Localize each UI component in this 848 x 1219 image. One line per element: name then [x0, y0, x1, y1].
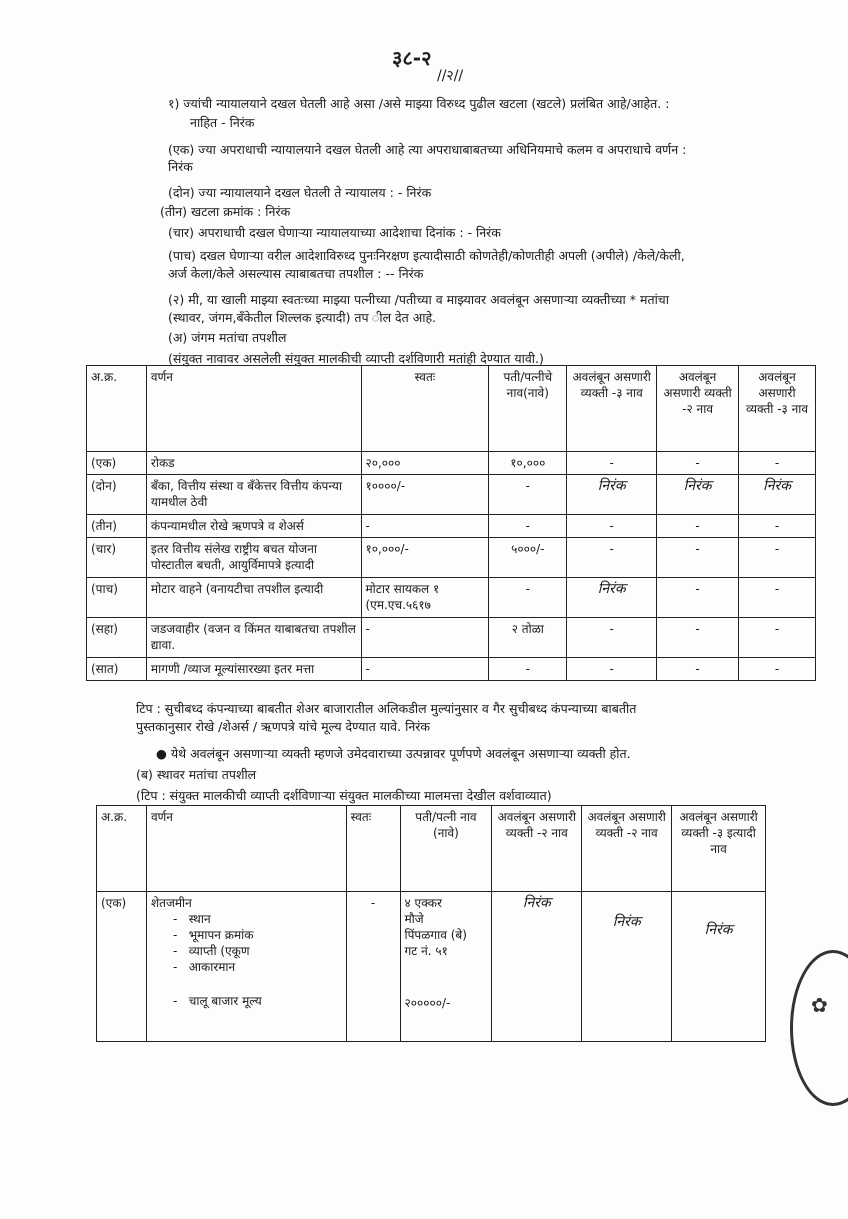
row-self: - — [346, 892, 400, 1042]
row-dep1-handwritten: निरंक — [567, 475, 657, 515]
row-dep1-handwritten: निरंक — [567, 578, 657, 618]
row-description: जडजवाहीर (वजन व किंमत याबाबतचा तपशील द्यावा. — [146, 618, 361, 658]
intro-line-1: १) ज्यांची न्यायालयाने दखल घेतली आहे असा /असे माझ्या विरुध्द पुढील खटला (खटले) प्रलंबित आहे/आहेत. : — [168, 96, 670, 111]
row-dep2: - — [657, 578, 739, 618]
intro-line-7: (चार) अपराधाची दखल घेणाऱ्या न्यायालयाच्या आदेशाचा दिनांक : - निरंक — [168, 225, 501, 240]
section-b-note: (टिप : संयुक्त मालकीची व्याप्ती दर्शविणाऱ्या संयुक्त मालकीच्या मालमत्ता देखील वर्शवाव्यात) — [136, 788, 552, 803]
handwritten-page-number: ३८-२ — [392, 46, 432, 70]
page-number: //२// — [437, 68, 464, 84]
table-header-row — [87, 366, 816, 452]
spouse-land-area: ४ एक्कर — [404, 896, 442, 910]
row-dep3: - — [739, 578, 816, 618]
row-dep2-handwritten: निरंक — [582, 892, 672, 1042]
intro-line-3: (एक) ज्या अपराधाची न्यायालयाने दखल घेतली आहे त्या अपराधाबाबतच्या अधिनियमाचे कलम व अपराधाचे वर्णन : — [168, 142, 687, 157]
table-row — [87, 658, 816, 681]
row-description: मोटार वाहने (वनायटीचा तपशील इत्यादी — [146, 578, 361, 618]
header-spouse: पती/पत्नी नाव (नावे) — [400, 806, 492, 892]
spouse-land-survey: गट नं. ५१ — [404, 944, 448, 958]
agri-land-item: - आकारमान — [172, 960, 236, 974]
row-description: रोकड — [146, 452, 361, 475]
intro-line-11: (स्थावर, जंगम,बँकेतील शिल्लक इत्यादी) तप ील देत आहे. — [168, 310, 437, 325]
row-dep3: - — [739, 618, 816, 658]
row-self: - — [361, 658, 489, 681]
table-header-row — [97, 806, 766, 892]
row-dep2: - — [657, 515, 739, 538]
header-dependent-3: अवलंबून असणारी व्यक्ती -३ इत्यादी नाव — [672, 806, 766, 892]
row-self: - — [361, 515, 489, 538]
note-line-2: पुस्तकानुसार रोखे /शेअर्स / ऋणपत्रे यांचे मूल्य देण्यात यावे. निरंक — [136, 719, 430, 734]
header-self: स्वतः — [361, 366, 489, 452]
row-dep1: - — [567, 515, 657, 538]
header-spouse: पती/पत्नीचे नाव(नावे) — [489, 366, 567, 452]
row-no: (एक) — [97, 892, 147, 1042]
row-no: (एक) — [87, 452, 147, 475]
row-dep2: - — [657, 658, 739, 681]
header-dependent-1: अवलंबून असणारी व्यक्ती -३ नाव — [567, 366, 657, 452]
row-dep1: - — [567, 618, 657, 658]
row-dep3: - — [739, 538, 816, 578]
immovable-assets-table — [96, 805, 766, 1042]
intro-line-6: (तीन) खटला क्रमांक : निरंक — [160, 204, 291, 219]
table-row — [87, 515, 816, 538]
row-dep3: - — [739, 658, 816, 681]
row-self: २०,००० — [361, 452, 489, 475]
header-sr-no: अ.क्र. — [97, 806, 147, 892]
row-dep2: - — [657, 452, 739, 475]
intro-line-5: (दोन) ज्या न्यायालयाने दखल घेतली ते न्यायालय : - निरंक — [168, 185, 432, 200]
row-description: मागणी /व्याज मूल्यांसारख्या इतर मत्ता — [146, 658, 361, 681]
row-description: बँका, वित्तीय संस्था व बँकेत्तर वित्तीय कंपन्या यामधील ठेवी — [146, 475, 361, 515]
row-dep1: - — [567, 658, 657, 681]
row-no: (पाच) — [87, 578, 147, 618]
row-spouse: - — [489, 515, 567, 538]
row-self: १०,०००/- — [361, 538, 489, 578]
header-self: स्वतः — [346, 806, 400, 892]
intro-line-9: अर्ज केला/केले असल्यास त्याबाबतचा तपशील : -- निरंक — [168, 266, 424, 281]
row-dep2-handwritten: निरंक — [657, 475, 739, 515]
agri-land-item: - भूमापन क्रमांक — [172, 928, 254, 942]
row-description — [146, 892, 346, 1042]
row-spouse: १०,००० — [489, 452, 567, 475]
intro-line-4: निरंक — [168, 159, 193, 174]
row-no: (दोन) — [87, 475, 147, 515]
row-spouse — [400, 892, 492, 1042]
header-sr-no: अ.क्र. — [87, 366, 147, 452]
spouse-land-value: २०००००/- — [404, 996, 451, 1010]
note-line-1: टिप : सुचीबध्द कंपन्याच्या बाबतीत शेअर बाजारातील अलिकडील मुल्यांनुसार व गैर सुचीबध्द कंपन्याच्या बाबतीत — [136, 701, 637, 716]
table-row — [87, 452, 816, 475]
row-no: (चार) — [87, 538, 147, 578]
header-dependent-2: अवलंबून असणारी व्यक्ती -२ नाव — [582, 806, 672, 892]
row-dep2: - — [657, 538, 739, 578]
row-description: इतर वित्तीय संलेख राष्ट्रीय बचत योजना पोस्टातील बचती, आयुर्विमापत्रे इत्यादी — [146, 538, 361, 578]
section-b-title: (ब) स्थावर मतांचा तपशील — [136, 767, 257, 782]
spouse-land-village: पिंपळगाव (बे) — [404, 928, 467, 942]
bullet-icon: ● — [156, 746, 171, 761]
intro-line-10: (२) मी, या खाली माझ्या स्वतःच्या माझ्या पत्नीच्या /पतीच्या व माझ्यावर अवलंबून असणाऱ्या व्यक्तीच्या * मतांचा — [168, 292, 669, 307]
row-spouse: २ तोळा — [489, 618, 567, 658]
header-dependent-1: अवलंबून असणारी व्यक्ती -२ नाव — [492, 806, 582, 892]
agri-land-item: - स्थान — [172, 912, 211, 926]
intro-line-8: (पाच) दखल घेणाऱ्या वरील आदेशाविरुध्द पुनःनिरक्षण इत्यादीसाठी कोणतेही/कोणतीही अपली (अपीले) /केले/केली, — [168, 248, 685, 263]
row-spouse: - — [489, 658, 567, 681]
row-spouse: - — [489, 578, 567, 618]
intro-line-2: नाहित - निरंक — [190, 115, 255, 130]
bullet-text: येथे अवलंबून असणाऱ्या व्यक्ती म्हणजे उमेदवाराच्या उत्पन्नावर पूर्णपणे अवलंबून असणाऱ्या व्यक्ती होत. — [170, 746, 631, 761]
table-row — [87, 618, 816, 658]
intro-line-13: (संयुक्त नावावर असलेली संयुक्त मालकीची व्याप्ती दर्शविणारी मतांही देण्यात यावी.) — [168, 351, 544, 366]
movable-assets-table — [86, 365, 816, 681]
spouse-land-village-prefix: मौजे — [404, 912, 424, 926]
row-no: (तीन) — [87, 515, 147, 538]
agri-land-item: - चालू बाजार मूल्य — [172, 994, 262, 1008]
row-description: कंपन्यामधील रोखे ऋणपत्रे व शेअर्स — [146, 515, 361, 538]
header-description: वर्णन — [146, 806, 346, 892]
row-dep3: - — [739, 452, 816, 475]
row-dep1: - — [567, 452, 657, 475]
row-no: (सात) — [87, 658, 147, 681]
agri-land-title: शेतजमीन — [150, 896, 192, 910]
row-dep3-handwritten: निरंक — [739, 475, 816, 515]
header-description: वर्णन — [146, 366, 361, 452]
stamp-emblem-icon: ✿ — [811, 993, 828, 1017]
row-dep1: - — [567, 538, 657, 578]
row-dep1-handwritten: निरंक — [492, 892, 582, 1042]
row-self: मोटार सायकल १ (एम.एच.५६१७ — [361, 578, 489, 618]
row-self: १००००/- — [361, 475, 489, 515]
row-dep3-handwritten: निरंक — [672, 892, 766, 1042]
header-dependent-3: अवलंबून असणारी व्यक्ती -३ नाव — [739, 366, 816, 452]
row-self: - — [361, 618, 489, 658]
table-row — [87, 475, 816, 515]
bullet-note — [156, 745, 631, 762]
row-dep3: - — [739, 515, 816, 538]
agri-land-item: - व्याप्ती (एकूण — [172, 944, 250, 958]
official-stamp — [790, 950, 848, 1106]
table-row — [87, 578, 816, 618]
header-dependent-2: अवलंबून असणारी व्यक्ती -२ नाव — [657, 366, 739, 452]
intro-line-12: (अ) जंगम मतांचा तपशील — [168, 330, 287, 345]
table-row — [87, 538, 816, 578]
row-no: (सहा) — [87, 618, 147, 658]
row-spouse: - — [489, 475, 567, 515]
table-row — [97, 892, 766, 1042]
row-spouse: ५०००/- — [489, 538, 567, 578]
row-dep2: - — [657, 618, 739, 658]
